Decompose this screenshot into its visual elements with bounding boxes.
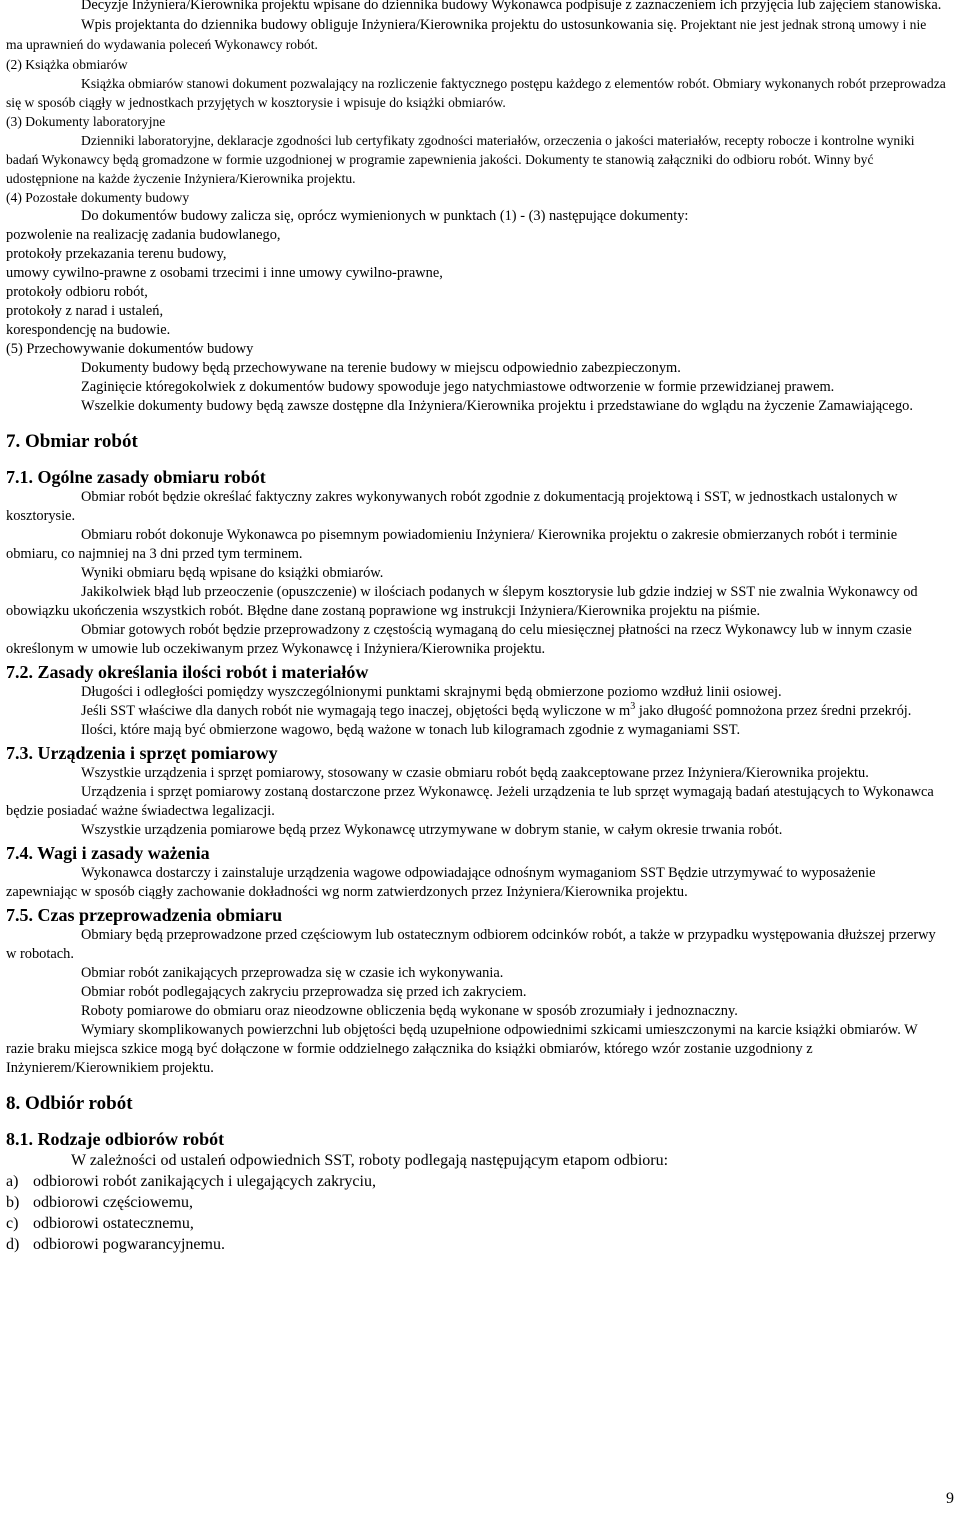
- paragraph: Obmiaru robót dokonuje Wykonawca po pisemnym powiadomieniu Inżyniera/ Kierownika projektu o zakresie obmierzanych robót i terminie obmiaru, co najmniej na 3 dni przed tym terminem.: [6, 527, 898, 562]
- paragraph: Urządzenia i sprzęt pomiarowy zostaną dostarczone przez Wykonawcę. Jeżeli urządzenia te lub sprzęt wymagają badań atestujących to Wykonawca będzie posiadać ważne świadectwa legalizacji.: [6, 784, 934, 819]
- paragraph: Wyniki obmiaru będą wpisane do książki obmiarów.: [81, 565, 384, 581]
- list-letter: c): [6, 1215, 19, 1232]
- subsection-heading: (2) Książka obmiarów: [6, 57, 128, 72]
- list-text: odbiorowi ostatecznemu,: [33, 1215, 194, 1232]
- paragraph: Dokumenty budowy będą przechowywane na terenie budowy w miejscu odpowiednio zabezpieczonym.: [81, 360, 681, 376]
- list-item: [6, 1192, 946, 1213]
- paragraph: Wymiary skomplikowanych powierzchni lub objętości będą uzupełnione odpowiednimi szkicami umieszczonymi na karcie książki obmiarów. W razie braku miejsca szkice mogą być dołączone w formie oddzielnego załącznika do książki obmiarów, którego wzór zostanie uzgodniony z Inżynierem/Kierownikiem projektu.: [6, 1022, 918, 1076]
- paragraph-measurement-book: Książka obmiarów stanowi dokument pozwalający na rozliczenie faktycznego postępu każdego z elementów robót. Obmiary wykonanych robót przeprowadza się w sposób ciągły w jednostkach przyjętych w kosztorysie i wpisuje do książki obmiarów.: [6, 76, 946, 110]
- section-title: 7.1. Ogólne zasady obmiaru robót: [6, 467, 266, 487]
- paragraph: Długości i odległości pomiędzy wyszczególnionymi punktami skrajnymi będą obmierzone poziomo wzdłuż linii osiowej.: [81, 684, 782, 700]
- paragraph: Obmiar robót będzie określać faktyczny zakres wykonywanych robót zgodnie z dokumentacją projektową i SST, w jednostkach ustalonych w kosztorysie.: [6, 489, 898, 524]
- list-text: odbiorowi pogwarancyjnemu.: [33, 1236, 225, 1253]
- paragraph-other-documents: Do dokumentów budowy zalicza się, oprócz wymienionych w punktach (1) - (3) następujące dokumenty:: [81, 208, 689, 224]
- section-title: 7.2. Zasady określania ilości robót i materiałów: [6, 662, 369, 682]
- list-item: protokoły z narad i ustaleń,: [6, 303, 164, 319]
- list-text: odbiorowi robót zanikających i ulegających zakryciu,: [33, 1173, 376, 1190]
- paragraph: W zależności od ustaleń odpowiednich SST, roboty podlegają następującym etapom odbioru:: [71, 1152, 669, 1169]
- list-item: [6, 1171, 946, 1192]
- list-item: umowy cywilno-prawne z osobami trzecimi i inne umowy cywilno-prawne,: [6, 265, 443, 281]
- section-title: 7.3. Urządzenia i sprzęt pomiarowy: [6, 743, 278, 763]
- list-item: korespondencję na budowie.: [6, 322, 171, 338]
- subsection-heading: (4) Pozostałe dokumenty budowy: [6, 190, 190, 205]
- paragraph: Wykonawca dostarczy i zainstaluje urządzenia wagowe odpowiadające odnośnym wymaganiom SST Będzie utrzymywać to wyposażenie zapewniając w sposób ciągły zachowanie dokładności wg norm zatwierdzonych przez Inżyniera/Kierownika projektu.: [6, 865, 876, 900]
- list-letter: d): [6, 1236, 20, 1253]
- paragraph: Wszystkie urządzenia i sprzęt pomiarowy, stosowany w czasie obmiaru robót będą zaakceptowane przez Inżyniera/Kierownika projektu.: [81, 765, 869, 781]
- superscript: 3: [630, 701, 636, 713]
- text-span: jako długość pomnożona przez średni przekrój.: [635, 703, 912, 719]
- paragraph-designer-entry: [6, 15, 946, 55]
- list-letter: a): [6, 1173, 19, 1190]
- chapter-title: 8. Odbiór robót: [6, 1093, 133, 1114]
- text-span: Jeśli SST właściwe dla danych robót nie wymagają tego inaczej, objętości będą wyliczone w m: [81, 703, 631, 719]
- paragraph: Obmiar robót podlegających zakryciu przeprowadza się przed ich zakryciem.: [81, 984, 527, 1000]
- paragraph: Obmiar gotowych robót będzie przeprowadzony z częstością wymaganą do celu miesięcznej płatności na rzecz Wykonawcy lub w innym czasie określonym w umowie lub oczekiwanym przez Wykonawcę i Inżyniera/Kierownika projektu.: [6, 622, 912, 657]
- paragraph: Ilości, które mają być obmierzone wagowo, będą ważone w tonach lub kilogramach zgodnie z wymaganiami SST.: [81, 722, 741, 738]
- section-title: 7.5. Czas przeprowadzenia obmiaru: [6, 905, 283, 925]
- list-item: protokoły odbioru robót,: [6, 284, 148, 300]
- document-body: [6, 0, 946, 1255]
- chapter-title: 7. Obmiar robót: [6, 431, 138, 452]
- list-item: [6, 1234, 946, 1255]
- paragraph: Roboty pomiarowe do obmiaru oraz nieodzowne obliczenia będą wykonane w sposób zrozumiały i jednoznaczny.: [81, 1003, 738, 1019]
- paragraph: Obmiar robót zanikających przeprowadza się w czasie ich wykonywania.: [81, 965, 504, 981]
- list-item: protokoły przekazania terenu budowy,: [6, 246, 227, 262]
- list-item: [6, 1213, 946, 1234]
- paragraph-lab-documents: Dzienniki laboratoryjne, deklaracje zgodności lub certyfikaty zgodności materiałów, orzeczenia o jakości materiałów, recepty robocze i kontrolne wyniki badań Wykonawcy będą gromadzone w formie uzgodnionej w programie zapewnienia jakości. Dokumenty te stanowią załączniki do odbioru robót. Winny być udostępnione na każde życzenie Inżyniera/Kierownika projektu.: [6, 133, 915, 186]
- list-text: odbiorowi częściowemu,: [33, 1194, 193, 1211]
- paragraph: Obmiary będą przeprowadzone przed częściowym lub ostatecznym odbiorem odcinków robót, a także w przypadku występowania dłuższej przerwy w robotach.: [6, 927, 936, 962]
- page-number: 9: [946, 1490, 954, 1507]
- list-letter: b): [6, 1194, 20, 1211]
- paragraph: Zaginięcie któregokolwiek z dokumentów budowy spowoduje jego natychmiastowe odtworzenie w formie przewidzianej prawem.: [81, 379, 835, 395]
- section-body: [6, 1150, 946, 1255]
- subsection-heading: (5) Przechowywanie dokumentów budowy: [6, 341, 254, 357]
- acceptance-types-list: [6, 1171, 946, 1255]
- paragraph: [6, 702, 946, 721]
- text-span: Projektant nie jest jednak stroną umowy i nie ma uprawnień do wydawania poleceń Wykonawcy robót.: [6, 17, 927, 52]
- paragraph: Jakikolwiek błąd lub przeoczenie (opuszczenie) w ilościach podanych w ślepym kosztorysie lub gdzie indziej w SST nie zwalnia Wykonawcy od obowiązku ukończenia wszystkich robót. Błędne dane zostaną poprawione wg instrukcji Inżyniera/Kierownika projektu na piśmie.: [6, 584, 918, 619]
- paragraph: Wszystkie urządzenia pomiarowe będą przez Wykonawcę utrzymywane w dobrym stanie, w całym okresie trwania robót.: [81, 822, 783, 838]
- section-title: 7.4. Wagi i zasady ważenia: [6, 843, 210, 863]
- section-title: 8.1. Rodzaje odbiorów robót: [6, 1129, 225, 1149]
- paragraph-decisions: Decyzje Inżyniera/Kierownika projektu wpisane do dziennika budowy Wykonawca podpisuje z zaznaczeniem ich przyjęcia lub zajęciem stanowiska.: [81, 0, 942, 13]
- paragraph: Wszelkie dokumenty budowy będą zawsze dostępne dla Inżyniera/Kierownika projektu i przedstawiane do wglądu na życzenie Zamawiającego.: [81, 398, 913, 414]
- subsection-heading: (3) Dokumenty laboratoryjne: [6, 114, 166, 129]
- list-item: pozwolenie na realizację zadania budowlanego,: [6, 227, 281, 243]
- text-span: Wpis projektanta do dziennika budowy obliguje Inżyniera/Kierownika projektu do ustosunkowania się.: [81, 17, 677, 33]
